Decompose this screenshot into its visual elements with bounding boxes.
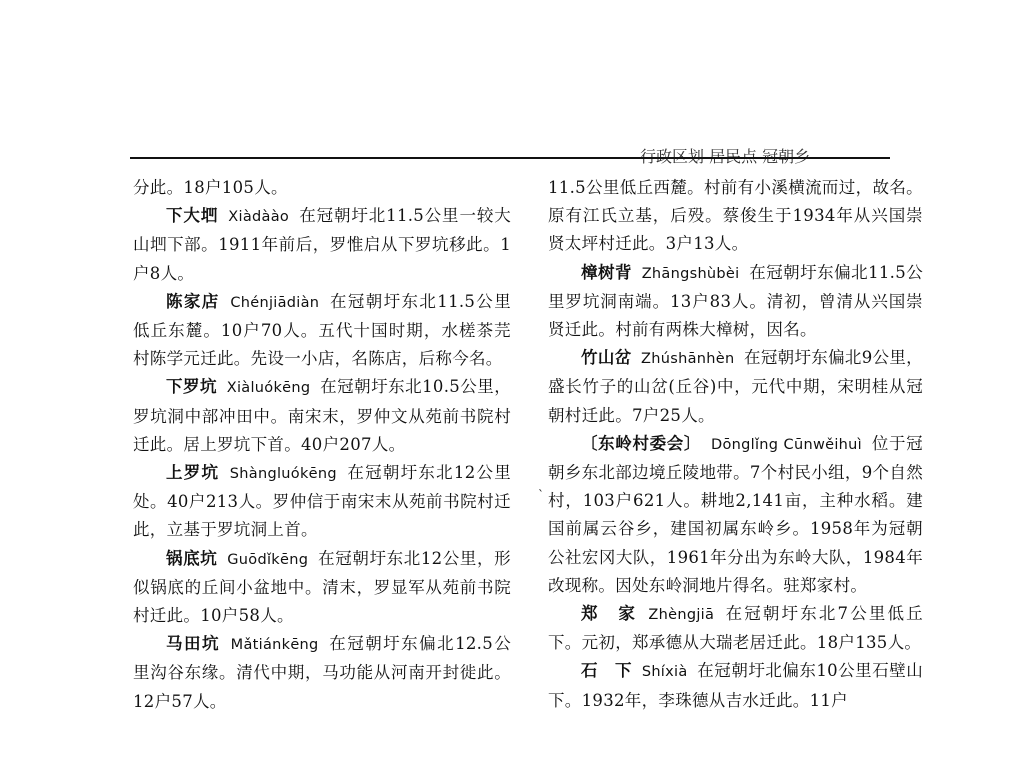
place-pinyin: Zhúshānhèn <box>641 351 735 368</box>
place-name: 马田坑 <box>166 634 220 654</box>
place-pinyin: Chénjiādiàn <box>230 294 320 311</box>
place-description: 在冠朝圩东北11.5公里低丘东麓。10户70人。五代十国时期，水槎茶芫村陈学元迁此。先设一小店，名陈店，后称今名。 <box>133 291 511 369</box>
place-name: 郑 家 <box>581 604 637 624</box>
place-description: 在冠朝圩东北7公里低丘下。元初，郑承德从大瑞老居迁此。18户135人。 <box>548 604 923 653</box>
place-name: 锅底坑 <box>166 548 218 568</box>
place-description: 在冠朝圩东偏北12.5公里沟谷东缘。清代中期，马功能从河南开封徙此。12户57人。 <box>133 634 511 711</box>
place-description: 在冠朝圩东偏北11.5公里罗坑洞南端。13户83人。清初，曾清从兴国崇贤迁此。村前有两株大樟树，因名。 <box>548 262 924 340</box>
village-committee-entry <box>548 430 923 600</box>
right-continuation-text: 11.5公里低丘西麓。村前有小溪横流而过，故名。原有江氏立基，后殁。蔡俊生于1934年从兴国崇贤太坪村迁此。3户13人。 <box>548 178 923 254</box>
place-description: 在冠朝圩东北10.5公里，罗坑洞中部冲田中。南宋末，罗仲文从苑前书院村迁此。居上罗坑下首。40户207人。 <box>133 377 512 454</box>
place-pinyin: Zhèngjiā <box>648 607 715 624</box>
place-entry <box>133 630 511 716</box>
left-column <box>133 174 511 716</box>
place-entry <box>548 259 923 345</box>
place-description: 在冠朝圩东北12公里处。40户213人。罗仲信于南宋末从苑前书院村迁此，立基于罗坑洞上首。 <box>133 463 512 540</box>
place-entry <box>548 344 923 430</box>
place-name: 下罗坑 <box>166 377 217 397</box>
place-description: 在冠朝圩北11.5公里一较大山垇下部。1911年前后，罗惟启从下罗坑移此。1户8人。 <box>133 206 512 283</box>
place-entry <box>133 288 511 374</box>
running-head <box>640 134 890 166</box>
place-name: 下大垇 <box>166 206 219 226</box>
place-description: 在冠朝圩东偏北9公里，盛长竹子的山岔(丘谷)中，元代中期，宋明桂从冠朝村迁此。7户25人。 <box>548 348 923 425</box>
place-description: 在冠朝圩北偏东10公里石壁山下。1932年，李珠德从吉水迁此。11户 <box>548 661 924 710</box>
place-description: 位于冠朝乡东北部边境丘陵地带。7个村民小组，9个自然村，103户621人。耕地2,141亩，主种水稻。建国前属云谷乡，建国初属东岭乡。1958年为冠朝公社宏冈大队，1961年分出为东岭大队，1984年改现称。因处东岭洞地片得名。驻郑家村。 <box>548 433 923 595</box>
place-name: 樟树背 <box>581 262 632 282</box>
place-pinyin: Shàngluókēng <box>229 466 337 483</box>
place-pinyin: Mǎtiánkēng <box>230 637 319 654</box>
place-entry <box>133 545 511 631</box>
place-entry <box>548 657 923 714</box>
place-entry <box>133 459 511 545</box>
scan-speck: ` <box>538 488 544 502</box>
place-pinyin: Dōnglǐng Cūnwěihuì <box>711 436 862 453</box>
running-head-text: 行政区划 居民点 冠朝乡 <box>640 147 811 166</box>
place-entry <box>133 202 511 288</box>
header-rule <box>130 157 890 159</box>
place-pinyin: Zhāngshùbèi <box>641 265 740 282</box>
right-column <box>548 174 923 715</box>
village-committee-name: 〔东岭村委会〕 <box>581 433 702 453</box>
place-pinyin: Xiàdàào <box>228 209 290 226</box>
place-entry <box>548 600 923 657</box>
place-description: 在冠朝圩东北12公里，形似锅底的丘间小盆地中。清末，罗显军从苑前书院村迁此。10户58人。 <box>133 548 511 626</box>
place-name: 竹山岔 <box>581 348 632 368</box>
place-entry <box>133 373 511 459</box>
left-continuation-text: 分此。18户105人。 <box>133 178 288 197</box>
place-pinyin: Shíxià <box>641 664 688 681</box>
place-name: 石 下 <box>581 661 633 681</box>
place-pinyin: Guōdǐkēng <box>227 551 309 568</box>
place-name: 上罗坑 <box>166 463 220 483</box>
place-pinyin: Xiàluókēng <box>226 380 311 397</box>
place-name: 陈家店 <box>166 291 220 311</box>
